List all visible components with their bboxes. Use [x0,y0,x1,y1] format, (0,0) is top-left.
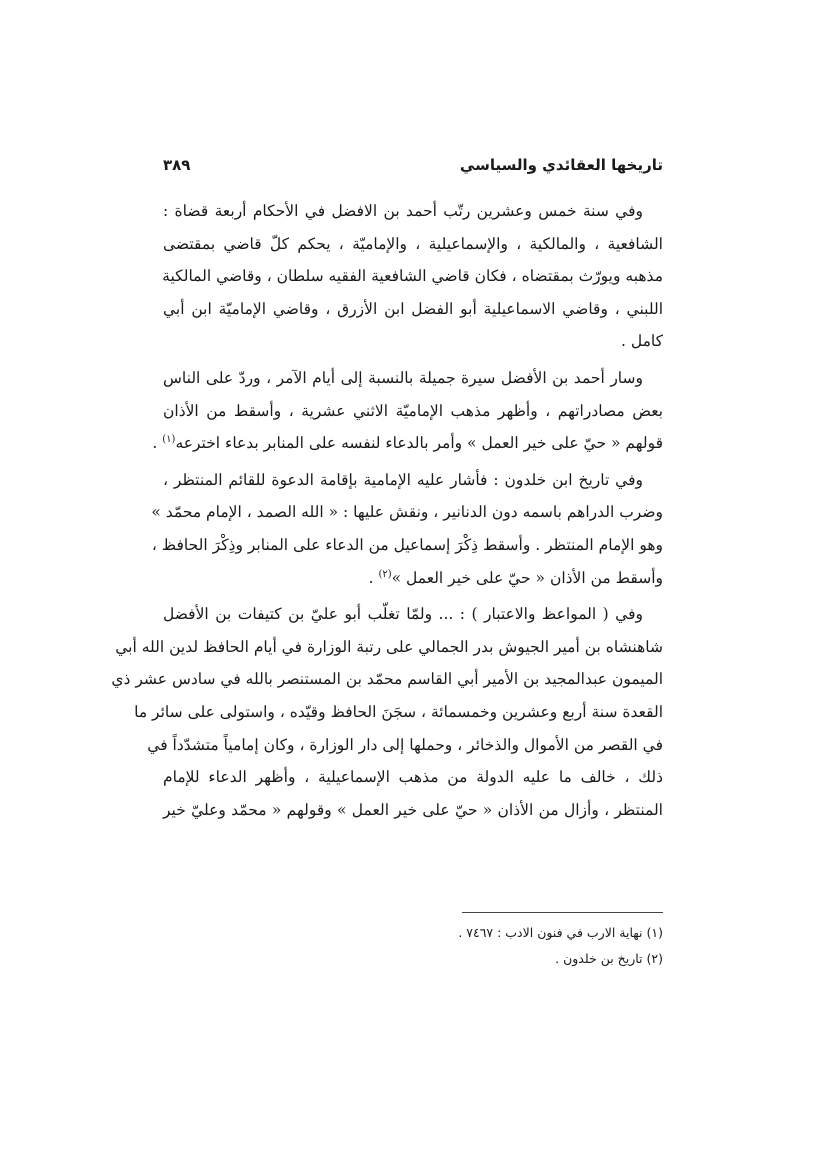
footnote-2: (٢) تاريخ بن خلدون . [555,951,663,966]
text-line: بعض مصادراتهم ، وأظهر مذهب الإماميّة الاثني عشرية ، وأسقط من الأذان [163,401,663,420]
text-line-with-note [163,562,663,595]
text-line: وفي ( المواعظ والاعتبار ) : ... ولمّا تغلّب أبو عليّ بن كتيفات بن الأفضل [163,605,643,624]
text-line: القعدة سنة أربع وعشرين وخمسمائة ، سجَنَ الحافظ وقيّده ، واستولى على سائر ما [134,702,663,721]
text-line: في القصر من الأموال والذخائر ، وحملها إلى دار الوزارة ، وكان إمامياً متشدّداً في [147,735,663,754]
page-number: ٣٨٩ [163,156,191,174]
text-line: وفي سنة خمس وعشرين رتّب أحمد بن الافضل في الأحكام أربعة قضاة : [163,202,643,220]
text-line: قولهم « حيّ على خير العمل » وأمر بالدعاء لنفسه على المنابر بدعاء اخترعه [175,434,663,453]
text-line: الميمون عبدالمجيد بن الأمير أبي القاسم محمّد بن المستنصر بالله في سادس عشر ذي [111,670,663,689]
text-line: وضرب الدراهم باسمه دون الدنانير ، ونقش عليها : « الله الصمد ، الإمام محمّد » [151,503,663,522]
footnote-divider [462,912,663,913]
body-text [111,195,663,830]
text-line: وسار أحمد بن الأفضل سيرة جميلة بالنسبة إلى أيام الآمر ، وردّ على الناس [163,368,643,387]
text-line: وهو الإمام المنتظر . وأسقط ذِكْرَ إسماعيل من الدعاء على المنابر وذِكْرَ الحافظ ، [151,535,663,554]
text-line: ذلك ، خالف ما عليه الدولة من مذهب الإسماعيلية ، وأظهر الدعاء للإمام [163,768,663,787]
footnote-ref[interactable]: (٢) [378,568,392,580]
text-line: وفي تاريخ ابن خلدون : فأشار عليه الإمامية بإقامة الدعوة للقائم المنتظر ، [163,470,643,489]
text-line: الشافعية ، والمالكية ، والإسماعيلية ، والإماميّة ، يحكم كلّ قاضي بمقتضى [163,234,663,253]
sentence-end: . [152,434,163,453]
paragraph-1 [163,195,663,358]
text-line: اللبني ، وقاضي الاسماعيلية أبو الفضل ابن الأزرق ، وقاضي الإماميّة ابن أبي [163,299,663,318]
running-title: تاريخها العقائدي والسياسي [459,156,663,174]
paragraph-2 [152,362,663,460]
footnote-ref[interactable]: (١) [162,434,176,445]
paragraph-4 [111,598,663,826]
text-line: المنتظر ، وأزال من الأذان « حيّ على خير العمل » وقولهم « محمّد وعليّ خير [163,800,663,819]
text-line: وأسقط من الأذان « حيّ على خير العمل » [391,568,663,587]
sentence-end: . [368,568,379,587]
paragraph-3 [151,464,663,594]
text-line: كامل . [621,332,663,351]
footnote-1: (١) نهاية الارب في فنون الادب : ٧٤٦٧ . [458,925,663,940]
footnotes [163,920,663,972]
text-line-with-note [152,427,663,460]
page-header [163,150,663,180]
text-line: مذهبه ويورّث بمقتضاه ، فكان قاضي الشافعية الفقيه سلطان ، وقاضي المالكية [162,267,663,286]
text-line: شاهنشاه بن أمير الجيوش بدر الجمالي على رتبة الوزارة في أيام الحافظ لدين الله أبي [115,637,663,656]
